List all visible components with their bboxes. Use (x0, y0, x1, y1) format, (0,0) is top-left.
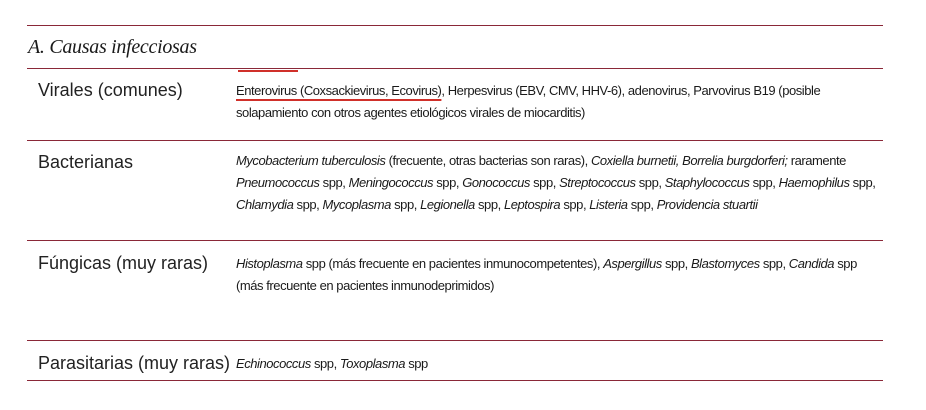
red-highlight-mark (238, 70, 298, 72)
row-description: Enterovirus (Coxsackievirus, Ecovirus), Herpesvirus (EBV, CMV, HHV-6), adenovirus, Parvovirus B19 (posible solapamiento con otros agentes etiológicos virales de miocarditis) (236, 83, 821, 120)
rule-under-title (27, 68, 883, 69)
bottom-rule (27, 380, 883, 381)
row-description: Histoplasma spp (más frecuente en pacientes inmunocompetentes), Aspergillus spp, Blastomyces spp, Candida spp (más frecuente en pacientes inmunodeprimidos) (236, 256, 857, 293)
section-title: A. Causas infecciosas (28, 36, 197, 58)
row-category: Parasitarias (muy raras) (38, 353, 231, 373)
row-divider (27, 240, 883, 241)
row-category: Bacterianas (38, 152, 134, 172)
row-divider (27, 340, 883, 341)
row-description: Mycobacterium tuberculosis (frecuente, otras bacterias son raras), Coxiella burnetii, Borrelia burgdorferi; raramente Pneumococcus spp, Meningococcus spp, Gonococcus spp, Streptococcus spp, Staphylococcus spp, Haemophilus spp, Chlamydia spp, Mycoplasma spp, Legionella spp, Leptospira spp, Listeria spp, Providencia stuartii (236, 153, 876, 212)
row-description: Echinococcus spp, Toxoplasma spp (236, 356, 428, 371)
top-rule (27, 25, 883, 26)
row-category: Fúngicas (muy raras) (38, 253, 209, 273)
row-divider (27, 140, 883, 141)
highlighted-text: Enterovirus (Coxsackievirus, Ecovirus) (236, 83, 442, 98)
row-category: Virales (comunes) (38, 80, 183, 100)
